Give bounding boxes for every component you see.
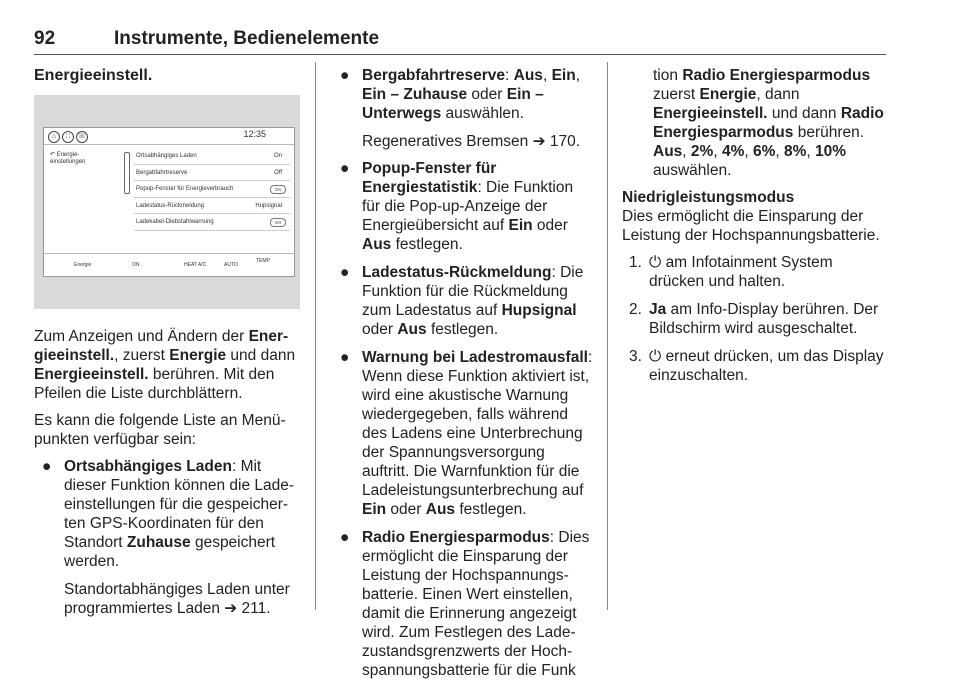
energie-button: Energie [74, 262, 92, 268]
paragraph: Dies ermöglicht die Einsparung der Leistung der Hochspannungsbatterie. [622, 208, 880, 244]
screen [43, 127, 295, 277]
apps-icon: ∷ [62, 131, 74, 143]
list-item: ● Ladestatus-Rückmeldung: Die Funktion für die Rückmeldung zum Ladestatus auf Hupsignal oder Aus festlegen. [340, 264, 584, 338]
scrollbar [124, 152, 130, 194]
paragraph: Zum Anzeigen und Ändern der Energieeinstell., zuerst Energie und dann Energieeinstell. berühren. Mit den Pfeilen die Liste durchblättern. [34, 328, 296, 402]
step: 2. Ja am Info-Display berühren. Der Bildschirm wird ausgeschaltet. [629, 301, 879, 337]
column-1 [34, 66, 300, 626]
toggle: On [270, 185, 286, 194]
heat-button: HEAT A/C [184, 262, 207, 268]
section-title: Energieeinstell. [34, 67, 153, 84]
continued-text: tion Radio Energiesparmodus zuerst Energie, dann Energieeinstell. und dann Radio Energiesparmodus berühren. Aus, 2%, 4%, 6%, 8%, 10% auswählen. [653, 67, 884, 179]
auto-button: AUTO [224, 262, 238, 268]
phone-icon: ☏ [76, 131, 88, 143]
paragraph: Es kann die folgende Liste an Menüpunkten verfügbar sein: [34, 412, 286, 448]
subsection-title: Niedrigleistungsmodus [622, 189, 795, 206]
list-item: Popup-Fenster für Energieverbrauch On [134, 181, 290, 198]
list-item: ● Popup-Fenster für Energiestatistik: Die Funktion für die Pop-up-Anzeige der Energieübersicht auf Ein oder Aus festlegen. [340, 160, 574, 253]
column-2 [332, 66, 594, 689]
screen-bottom-bar [44, 253, 294, 276]
toggle: On [270, 218, 286, 227]
screen-time: 12:35 [243, 129, 266, 139]
sub-paragraph: Standortabhängiges Laden unter programmiertes Laden ➔ 211. [64, 581, 290, 617]
temp-label: TEMP [256, 258, 270, 264]
page-title: Instrumente, Bedienelemente [114, 28, 380, 49]
page-header [34, 28, 886, 55]
list-item: Ladestatus-Rückmeldung Hupsignal [134, 198, 290, 215]
on-button: ON [132, 262, 140, 268]
step: 3. ⏻ erneut drücken, um das Display einzuschalten. [629, 348, 884, 384]
step: 1. ⏻ am Infotainment System drücken und halten. [629, 254, 833, 290]
column-3 [622, 66, 886, 394]
back-button: ↶ Energie- einstellungen [50, 152, 86, 165]
list-item: ● Warnung bei Ladestromausfall: Wenn diese Funktion aktiviert ist, wird eine akustische Warnung wiedergegeben, falls während des Ladens eine Unterbrechung der Spannungsversorgung auftritt. Die Warnfunktion für die Ladeleistungsunterbrechung auf Ein oder Aus festlegen. [340, 349, 593, 518]
list-item: ● Ortsabhängiges Laden: Mit dieser Funktion können die Ladeeinstellungen für die gespeicherten GPS-Koordinaten für den Standort Zuhause gespeichert werden. [42, 458, 295, 570]
list-item: ● Bergabfahrtreserve: Aus, Ein, Ein – Zuhause oder Ein – Unterwegs auswählen. [340, 67, 580, 122]
list-item: Ortsabhängiges Laden On [134, 148, 290, 165]
sub-paragraph: Regeneratives Bremsen ➔ 170. [362, 133, 581, 150]
column-divider [607, 62, 608, 610]
settings-list [134, 148, 290, 231]
page-number: 92 [34, 28, 56, 49]
home-icon: ⌂ [48, 131, 60, 143]
infotainment-screen-figure [34, 95, 300, 309]
list-item: Bergabfahrtreserve Off [134, 165, 290, 182]
back-label: Energie- einstellungen [50, 152, 86, 165]
list-item: ● Radio Energiesparmodus: Dies ermöglicht die Einsparung der Leistung der Hochspannungsbatterie. Einen Wert einstellen, damit die Erinnerung angezeigt wird. Zum Festlegen des Ladezustandsgrenzwerts der Hochspannungsbatterie für die Funk [340, 529, 590, 679]
list-item: Ladekabel-Diebstahlwarnung On [134, 214, 290, 231]
screen-top-bar [44, 128, 294, 145]
column-divider [315, 62, 316, 610]
